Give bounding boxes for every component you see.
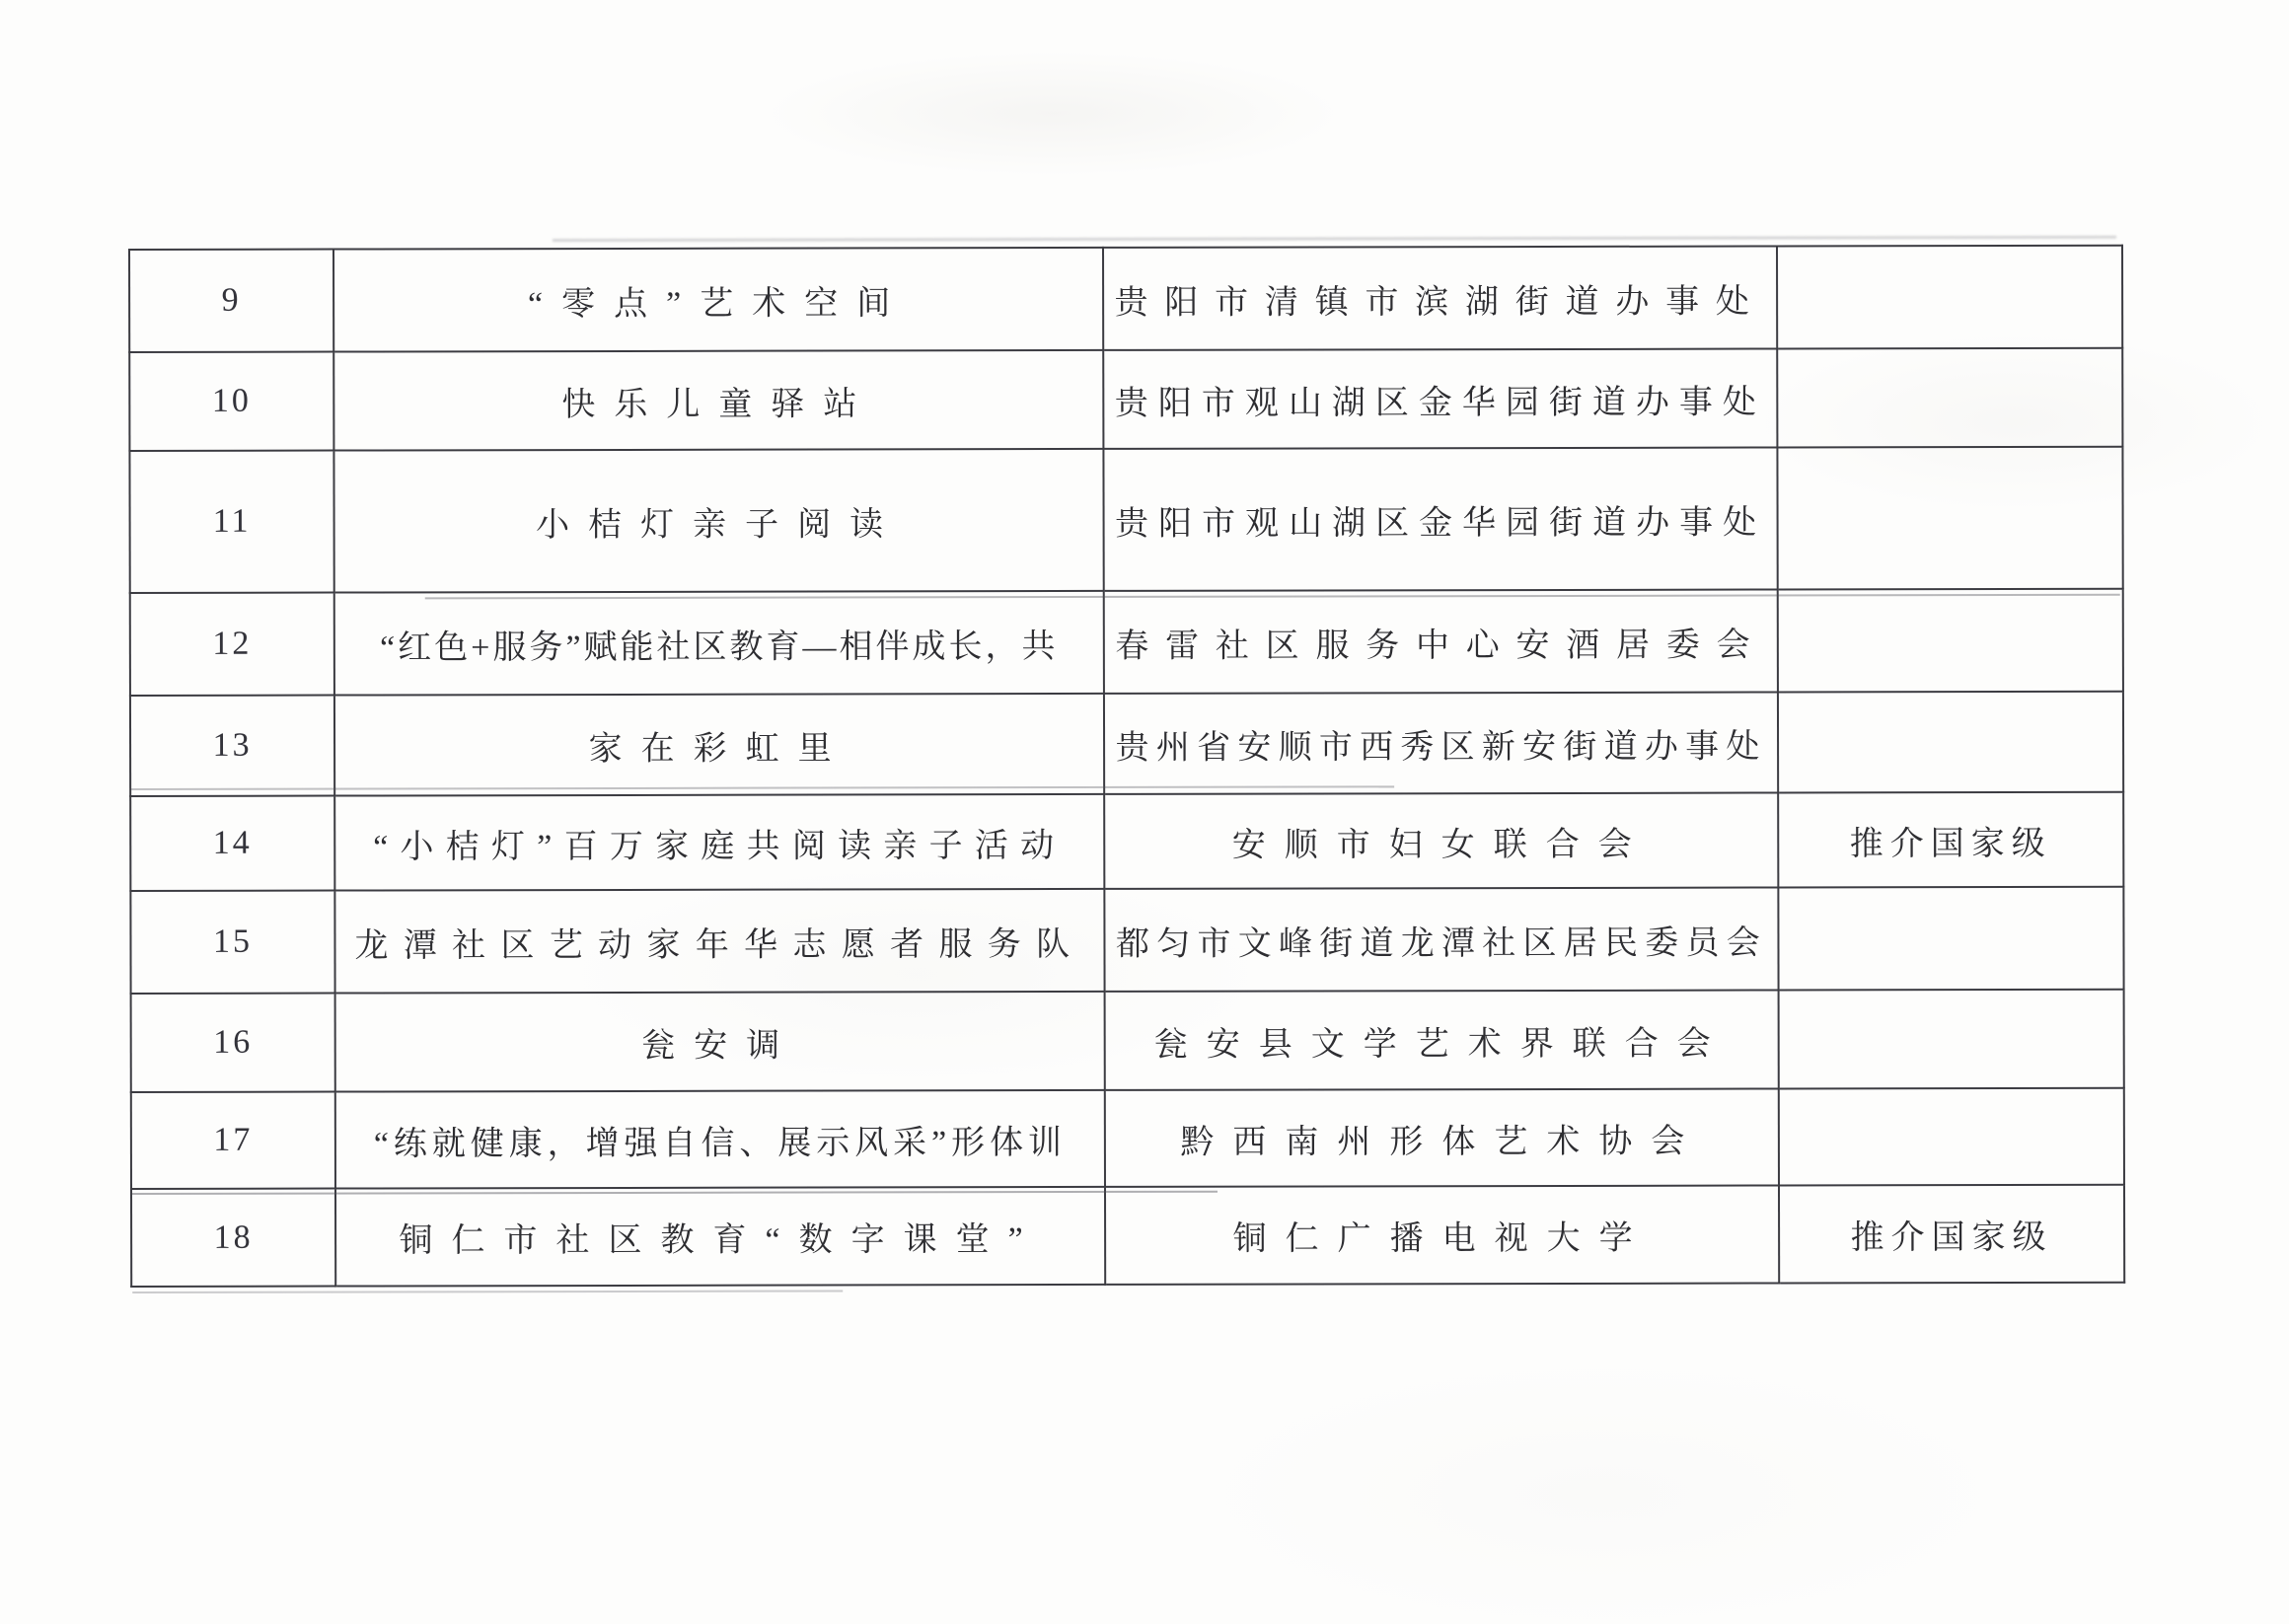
organization-cell: 春雷社区服务中心安酒居委会 (1104, 589, 1778, 693)
remark-cell (1777, 447, 2122, 590)
scan-artifact-line (132, 1290, 843, 1293)
project-name-cell: “红色+服务”赋能社区教育—相伴成长，共 (334, 591, 1104, 696)
table-row (129, 348, 2122, 451)
table-row (129, 447, 2122, 593)
projects-table-wrapper (128, 245, 2123, 1288)
table-row (130, 792, 2123, 891)
table-row (131, 1185, 2124, 1287)
organization-cell: 铜仁广播电视大学 (1105, 1185, 1779, 1284)
project-name-cell: 家在彩虹里 (334, 694, 1104, 796)
row-number-cell: 18 (131, 1189, 335, 1287)
remark-cell (1778, 692, 2123, 793)
organization-cell: 黔西南州形体艺术协会 (1105, 1088, 1779, 1186)
table-body (129, 246, 2124, 1287)
scan-artifact-line (553, 236, 2116, 242)
project-name-cell: “练就健康，增强自信、展示风采”形体训 (335, 1090, 1105, 1189)
project-name-cell: 龙潭社区艺动家年华志愿者服务队 (334, 889, 1104, 994)
table-row (129, 246, 2122, 352)
row-number-cell: 11 (129, 451, 333, 593)
table-row (131, 990, 2124, 1092)
organization-cell: 瓮安县文学艺术界联合会 (1105, 990, 1779, 1089)
project-name-cell: 快乐儿童驿站 (333, 350, 1103, 451)
remark-cell (1778, 589, 2123, 693)
remark-cell (1778, 887, 2123, 991)
row-number-cell: 14 (130, 796, 334, 891)
remark-cell (1777, 348, 2122, 448)
projects-table (128, 245, 2125, 1288)
remark-cell: 推介国家级 (1779, 1185, 2124, 1284)
table-row (131, 1088, 2124, 1189)
row-number-cell: 15 (130, 891, 334, 994)
row-number-cell: 10 (129, 352, 333, 451)
remark-cell (1779, 1088, 2124, 1186)
row-number-cell: 12 (130, 593, 334, 696)
organization-cell: 贵阳市观山湖区金华园街道办事处 (1103, 349, 1777, 449)
organization-cell: 贵州省安顺市西秀区新安街道办事处 (1104, 692, 1778, 793)
table-row (130, 692, 2123, 796)
project-name-cell: “小桔灯”百万家庭共阅读亲子活动 (334, 794, 1104, 891)
table-row (130, 887, 2123, 994)
project-name-cell: 铜仁市社区教育“数字课堂” (335, 1187, 1105, 1287)
row-number-cell: 16 (131, 994, 335, 1092)
project-name-cell: 瓮安调 (335, 992, 1105, 1092)
remark-cell (1779, 990, 2124, 1089)
remark-cell (1777, 246, 2122, 349)
row-number-cell: 13 (130, 696, 334, 796)
table-row (130, 589, 2123, 696)
remark-cell: 推介国家级 (1778, 792, 2123, 888)
organization-cell: 安顺市妇女联合会 (1104, 792, 1778, 888)
project-name-cell: “零点”艺术空间 (333, 248, 1103, 352)
row-number-cell: 9 (129, 250, 333, 352)
row-number-cell: 17 (131, 1092, 335, 1189)
organization-cell: 都匀市文峰街道龙潭社区居民委员会 (1104, 887, 1778, 991)
organization-cell: 贵阳市清镇市滨湖街道办事处 (1103, 247, 1777, 350)
organization-cell: 贵阳市观山湖区金华园街道办事处 (1103, 447, 1777, 590)
project-name-cell: 小桔灯亲子阅读 (333, 449, 1103, 593)
